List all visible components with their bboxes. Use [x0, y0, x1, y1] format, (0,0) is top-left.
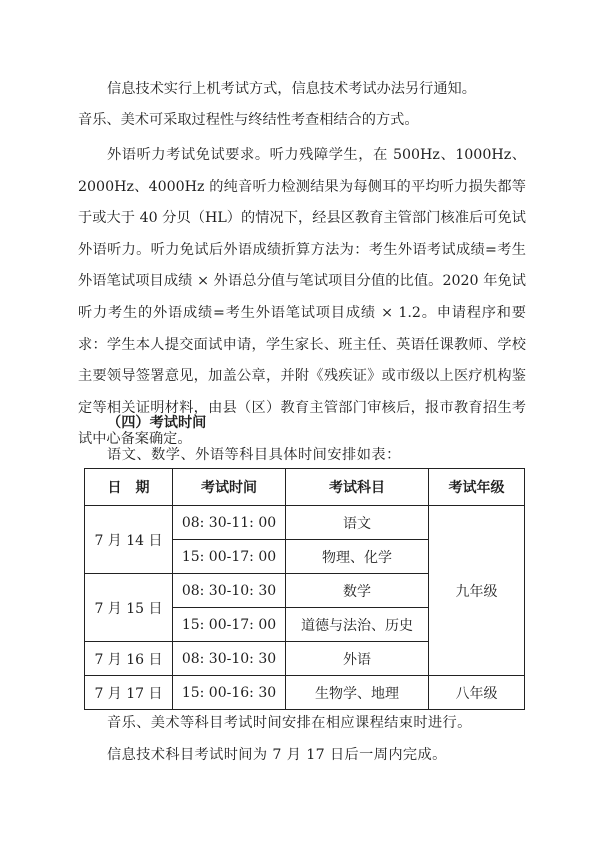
time-cell: 08: 30-10: 30: [173, 574, 286, 608]
date-cell: 7 月 14 日: [85, 506, 173, 574]
date-cell: 7 月 17 日: [85, 676, 173, 710]
time-cell: 08: 30-11: 00: [173, 506, 286, 540]
time-cell: 15: 00-16: 30: [173, 676, 286, 710]
table-header-row: [85, 469, 525, 506]
subject-cell: 语文: [286, 506, 429, 540]
subject-cell: 数学: [286, 574, 429, 608]
subject-cell: 外语: [286, 642, 429, 676]
header-exam-grade: 考试年级: [429, 469, 525, 506]
date-cell: 7 月 16 日: [85, 642, 173, 676]
exam-schedule-table: [84, 468, 525, 710]
subject-cell: 物理、化学: [286, 540, 429, 574]
time-cell: 15: 00-17: 00: [173, 608, 286, 642]
header-exam-time: 考试时间: [173, 469, 286, 506]
footer-music-art-time: 音乐、美术等科目考试时间安排在相应课程结束时进行。: [107, 715, 472, 731]
subject-cell: 生物学、地理: [286, 676, 429, 710]
paragraph-it-exam: 信息技术实行上机考试方式，信息技术考试办法另行通知。: [107, 81, 476, 97]
date-cell: 7 月 15 日: [85, 574, 173, 642]
header-date: 日 期: [85, 469, 173, 506]
section-heading-exam-time: （四）考试时间: [107, 415, 207, 431]
table-row: [85, 506, 525, 540]
grade-cell: 九年级: [429, 506, 525, 676]
time-cell: 15: 00-17: 00: [173, 540, 286, 574]
grade-cell: 八年级: [429, 676, 525, 710]
footer-it-time: 信息技术科目考试时间为 7 月 17 日后一周内完成。: [107, 747, 447, 763]
table-intro-text: 语文、数学、外语等科目具体时间安排如表：: [107, 447, 401, 463]
paragraph-music-art: 音乐、美术可采取过程性与终结性考查相结合的方式。: [78, 112, 419, 128]
header-exam-subject: 考试科目: [286, 469, 429, 506]
table-row: [85, 676, 525, 710]
time-cell: 08: 30-10: 30: [173, 642, 286, 676]
paragraph-listening-exemption: 外语听力考试免试要求。听力残障学生，在 500Hz、1000Hz、2000Hz、4000Hz 的纯音听力检测结果为每侧耳的平均听力损失都等于或大于 40 分贝（HL）的情况下，经县区教育主管部门核准后可免试外语听力。听力免试后外语成绩折算方法为：考生外语考试成绩=考生外语笔试项目成绩 × 外语总分值与笔试项目分值的比值。2020 年免试听力考生的外语成绩=考生外语笔试项目成绩 × 1.2。申请程序和要求：学生本人提交面试申请，学生家长、班主任、英语任课教师、学校主要领导签署意见，加盖公章，并附《残疾证》或市级以上医疗机构鉴定等相关证明材料，由县（区）教育主管部门审核后，报市教育招生考试中心备案确定。: [78, 147, 526, 448]
subject-cell: 道德与法治、历史: [286, 608, 429, 642]
